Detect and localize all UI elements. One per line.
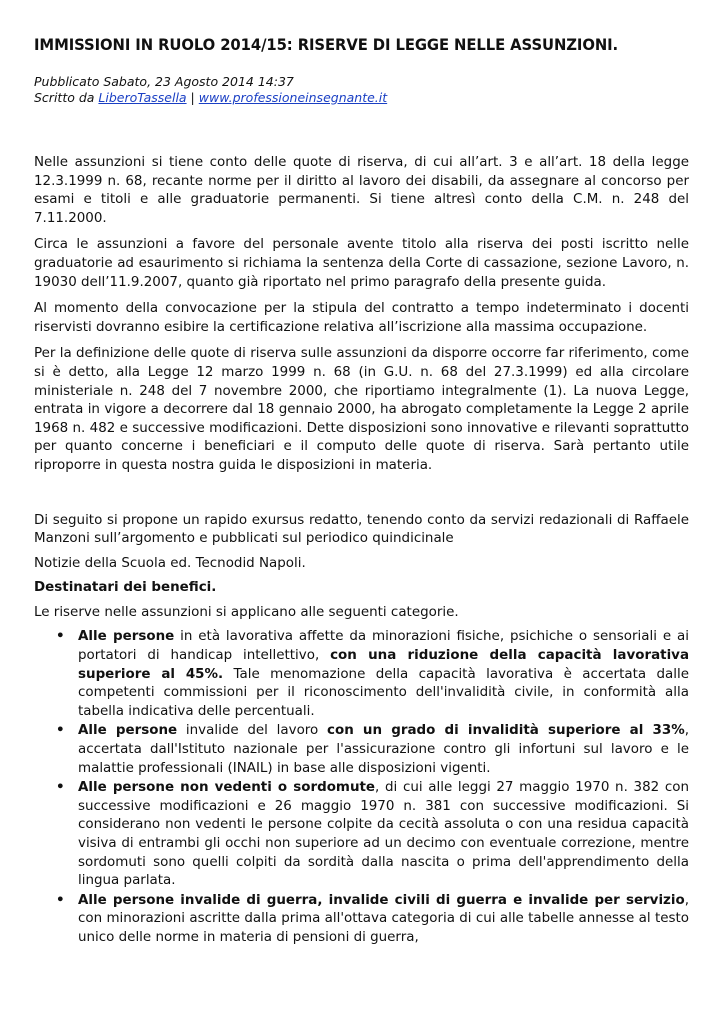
article-body <box>34 154 689 949</box>
bullet-icon: • <box>56 892 65 908</box>
paragraph-categorie: Le riserve nelle assunzioni si applicano alle seguenti categorie. <box>34 604 459 620</box>
list-item: • Alle persone in età lavorativa affette da minorazioni fisiche, psichiche o sensoriali e ai portatori di handicap intellettivo, con una riduzione della capacità lavorativa superiore al 45%. Tale menomazione della capacità lavorativa è accertata dalle competenti commissioni per il riconoscimento dell'invalidità civile, in conformità alla tabella indicativa delle percentuali. <box>56 629 690 719</box>
paragraph-fonte: Notizie della Scuola ed. Tecnodid Napoli. <box>34 555 306 571</box>
paragraph-definizione: Per la definizione delle quote di riserva sulle assunzioni da disporre occorre far riferimento, come si è detto, alla Legge 12 marzo 1999 n. 68 (in G.U. n. 68 del 27.3.1999) ed alla circolare ministeriale n. 248 del 7 novembre 2000, che riportiamo integralmente (1). La nuova Legge, entrata in vigore a decorrere dal 18 gennaio 2000, ha abrogato completamente la Legge 2 aprile 1968 n. 482 e successive modificazioni. Dette disposizioni sono innovative e rilevanti soprattutto per quanto concerne i beneficiari e il computo delle quote di riserva. Sarà pertanto utile riproporre in questa nostra guida le disposizioni in materia. <box>34 346 689 473</box>
paragraph-quote-riserva: Nelle assunzioni si tiene conto delle quote di riserva, di cui all’art. 3 e all’art. 18 della legge 12.3.1999 n. 68, recante norme per il diritto al lavoro dei disabili, da assegnare al concorso per esami e titoli e alle graduatorie permanenti. Si tiene altresì conto della C.M. n. 248 del 7.11.2000. <box>34 155 689 226</box>
byline-separator: | <box>186 90 199 105</box>
bullet-icon: • <box>56 723 65 739</box>
list-item: • Alle persone invalide di guerra, invalide civili di guerra e invalide per servizio, con minorazioni ascritte dalla prima all'ottava categoria di cui alle tabelle annesse al testo unico delle norme in materia di pensioni di guerra, <box>56 892 689 945</box>
article-meta <box>34 74 694 106</box>
beneficiaries-list <box>34 628 689 947</box>
website-link[interactable]: www.professioneinsegnante.it <box>198 90 388 105</box>
list-item: • Alle persone non vedenti o sordomute, di cui alle leggi 27 maggio 1970 n. 382 con successive modificazioni e 26 maggio 1970 n. 381 con successive modificazioni. Si considerano non vedenti le persone colpite da cecità assoluta o con una residua capacità visiva di entrambi gli occhi non superiore ad un decimo con eventuale correzione, mentre sordomuti sono quelli colpiti da sordità dalla nascita o prima dell'apprendimento della lingua parlata. <box>56 780 689 889</box>
byline-prefix: Scritto da <box>34 90 99 105</box>
bullet-icon: • <box>56 629 65 645</box>
bullet-icon: • <box>56 780 65 796</box>
paragraph-convocazione: Al momento della convocazione per la stipula del contratto a tempo indeterminato i docenti riservisti dovranno esibire la certificazione relativa all’iscrizione alla massima occupazione. <box>34 301 689 335</box>
author-link[interactable]: LiberoTassella <box>98 90 187 105</box>
list-item: • Alle persone invalide del lavoro con un grado di invalidità superiore al 33%, accertata dall'Istituto nazionale per l'assicurazione contro gli infortuni sul lavoro e le malattie professionali (INAIL) in base alle disposizioni vigenti. <box>56 723 689 776</box>
paragraph-graduatorie: Circa le assunzioni a favore del personale avente titolo alla riserva dei posti iscritto nelle graduatorie ad esaurimento si richiama la sentenza della Corte di cassazione, sezione Lavoro, n. 19030 dell’11.9.2007, quanto già riportato nel primo paragrafo della presente guida. <box>34 237 689 290</box>
article-title: IMMISSIONI IN RUOLO 2014/15: RISERVE DI LEGGE NELLE ASSUNZIONI. <box>34 36 619 54</box>
byline <box>34 90 694 106</box>
paragraph-exursus: Di seguito si propone un rapido exursus redatto, tenendo conto da servizi redazionali di Raffaele Manzoni sull’argomento e pubblicati sul periodico quindicinale <box>34 512 689 547</box>
spacer <box>34 484 689 512</box>
section-heading: Destinatari dei benefici. <box>34 580 217 596</box>
publish-date: Pubblicato Sabato, 23 Agosto 2014 14:37 <box>34 74 294 89</box>
